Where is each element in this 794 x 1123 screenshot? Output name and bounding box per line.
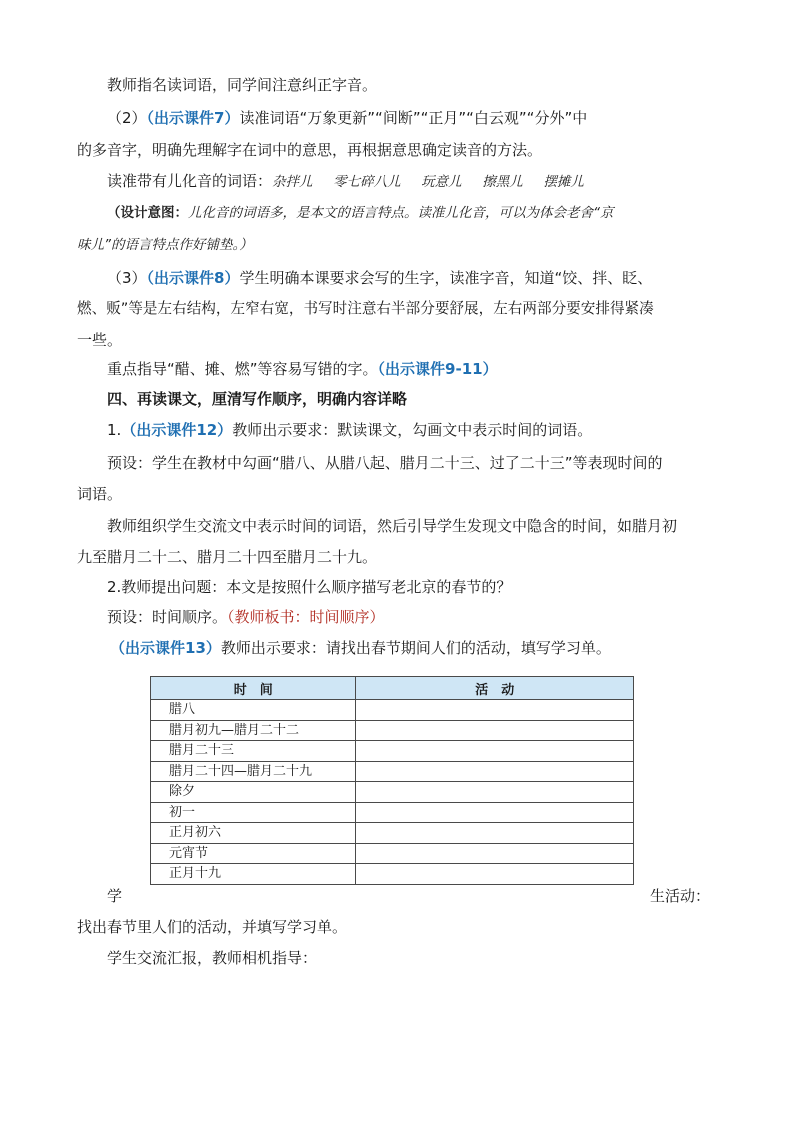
para-text: 读准词语“万象更新”“间断”“正月”“白云观”“分外”中 xyxy=(239,109,588,127)
para-task-13 xyxy=(110,637,750,659)
courseware-tag: （出示课件12） xyxy=(121,421,233,439)
para-student-activity-2: 找出春节里人们的活动，并填写学习单。 xyxy=(77,918,348,936)
time-cell: 腊八 xyxy=(151,700,356,721)
activity-cell[interactable] xyxy=(356,843,634,864)
para-characters-2: 燃、贩”等是左右结构，左窄右宽，书写时注意右半部分要舒展，左右两部分要安排得紧凑 xyxy=(77,300,654,317)
time-cell: 腊月二十四—腊月二十九 xyxy=(151,761,356,782)
para-characters-3: 一些。 xyxy=(77,331,123,349)
table-row xyxy=(151,700,634,721)
time-cell: 除夕 xyxy=(151,782,356,803)
table-row xyxy=(151,823,634,844)
design-note-1 xyxy=(107,202,747,224)
activity-cell[interactable] xyxy=(356,761,634,782)
para-exchange-1: 教师组织学生交流文中表示时间的词语，然后引导学生发现文中隐含的时间，如腊月初 xyxy=(107,517,678,535)
para-student-activity-left: 学 xyxy=(107,887,123,905)
activity-cell[interactable] xyxy=(356,823,634,844)
table-header-row xyxy=(151,677,634,700)
section-heading: 四、再读课文，厘清写作顺序，明确内容详略 xyxy=(107,390,408,408)
activity-cell[interactable] xyxy=(356,864,634,885)
para-text: 教师出示要求：默读课文，勾画文中表示时间的词语。 xyxy=(232,421,593,439)
table-row xyxy=(151,741,634,762)
table-row xyxy=(151,720,634,741)
time-cell: 初一 xyxy=(151,802,356,823)
para-task-1 xyxy=(107,419,747,441)
note-text: 儿化音的词语多，是本文的语言特点。读准儿化音，可以为体会老舍“京 xyxy=(188,205,614,221)
para-question: 2.教师提出问题：本文是按照什么顺序描写老北京的春节的？ xyxy=(107,578,512,596)
para-text: 预设：时间顺序。 xyxy=(107,608,228,626)
step-number: 1. xyxy=(107,421,122,439)
activity-cell[interactable] xyxy=(356,802,634,823)
header-activity: 活 动 xyxy=(356,677,634,700)
erhua-words: 杂拌儿 零七碎八儿 玩意儿 擦黑儿 摆摊儿 xyxy=(272,174,584,190)
design-note-2: 味儿”的语言特点作好铺垫。） xyxy=(77,237,253,253)
table-row xyxy=(151,782,634,803)
activity-cell[interactable] xyxy=(356,720,634,741)
para-polyphone-1 xyxy=(107,107,747,129)
para-text: 读准带有儿化音的词语： xyxy=(107,172,273,190)
time-cell: 腊月二十三 xyxy=(151,741,356,762)
time-cell: 正月十九 xyxy=(151,864,356,885)
activity-cell[interactable] xyxy=(356,700,634,721)
courseware-tag: （出示课件8） xyxy=(146,269,240,287)
para-polyphone-2: 的多音字，明确先理解字在词中的意思，再根据意思确定读音的方法。 xyxy=(77,141,543,159)
activity-cell[interactable] xyxy=(356,741,634,762)
para-characters-1 xyxy=(107,267,747,289)
para-preset-1: 预设：学生在教材中勾画“腊八、从腊八起、腊月二十三、过了二十三”等表现时间的 xyxy=(107,454,663,472)
para-exchange-2: 九至腊月二十二、腊月二十四至腊月二十九。 xyxy=(77,548,378,566)
courseware-tag: （出示课件9-11） xyxy=(377,360,498,378)
para-erhua xyxy=(107,170,747,193)
time-cell: 腊月初九—腊月二十二 xyxy=(151,720,356,741)
para-student-activity-right: 生活动： xyxy=(650,887,711,905)
header-time: 时 间 xyxy=(151,677,356,700)
step-number: （2） xyxy=(107,109,147,127)
para-read-words: 教师指名读词语，同学间注意纠正字音。 xyxy=(107,76,378,94)
para-key-guidance xyxy=(107,358,747,380)
para-preset-order xyxy=(107,606,747,628)
table-row xyxy=(151,802,634,823)
para-report: 学生交流汇报，教师相机指导： xyxy=(107,949,318,967)
courseware-tag: （出示课件13） xyxy=(110,639,221,657)
para-text: 教师出示要求：请找出春节期间人们的活动，填写学习单。 xyxy=(220,639,611,657)
table-row xyxy=(151,761,634,782)
activity-cell[interactable] xyxy=(356,782,634,803)
courseware-tag: （出示课件7） xyxy=(146,109,240,127)
para-text: 重点指导“醋、摊、燃”等容易写错的字。 xyxy=(107,360,378,378)
time-cell: 元宵节 xyxy=(151,843,356,864)
worksheet-table xyxy=(150,676,634,885)
para-text: 学生明确本课要求会写的生字，读准字音，知道“饺、拌、眨、 xyxy=(239,269,653,287)
design-tag: （设计意图： xyxy=(107,205,188,221)
time-cell: 正月初六 xyxy=(151,823,356,844)
para-preset-2: 词语。 xyxy=(77,485,123,503)
step-number: （3） xyxy=(107,269,147,287)
table-row xyxy=(151,864,634,885)
table-row xyxy=(151,843,634,864)
board-note: （教师板书：时间顺序） xyxy=(227,608,385,626)
